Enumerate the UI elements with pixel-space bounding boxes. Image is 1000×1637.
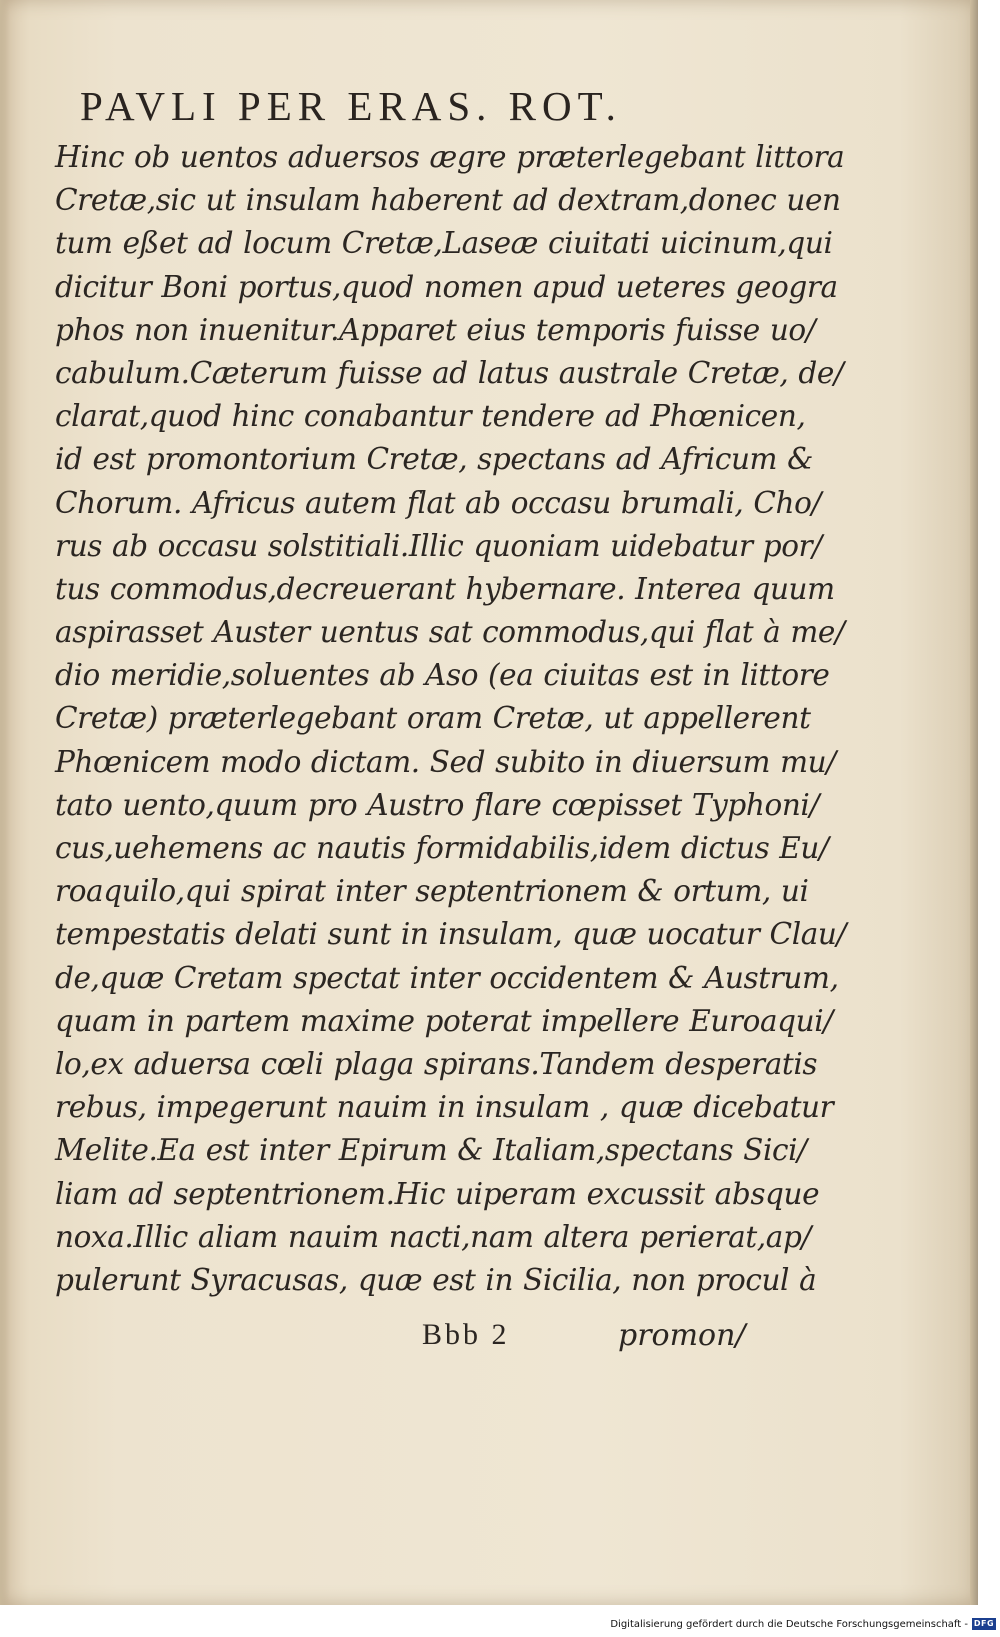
text-line: Phœnicem modo dictam. Sed subito in diuersum mu/ [55,744,836,779]
running-head: PAVLI PER ERAS. ROT. [80,83,622,129]
text-line: quam in partem maxime poterat impellere Euroaqui/ [55,1003,833,1038]
text-line: clarat,quod hinc conabantur tendere ad Phœnicen, [55,399,806,434]
text-line: Cretæ) præterlegebant oram Cretæ, ut appellerent [55,701,811,736]
text-line: Hinc ob uentos aduersos ægre præterlegebant littora [55,140,845,174]
text-line: rebus, impegerunt nauim in insulam , quæ dicebatur [55,1090,834,1125]
text-line: tato uento,quum pro Austro flare cœpisset Typhoni/ [55,787,819,822]
page-gutter-shadow [0,0,10,1605]
text-line: rus ab occasu solstitiali.Illic quoniam uidebatur por/ [55,528,822,563]
text-line: liam ad septentrionem.Hic uiperam excussit absque [55,1176,820,1211]
text-line: cabulum.Cæterum fuisse ad latus australe Cretæ, de/ [55,355,844,390]
catchword: promon/ [618,1318,746,1353]
text-line: dio meridie,soluentes ab Aso (ea ciuitas est in littore [55,658,830,693]
text-line: Melite.Ea est inter Epirum & Italiam,spectans Sici/ [55,1133,807,1168]
text-line: phos non inuenitur.Apparet eius temporis fuisse uo/ [55,312,816,347]
text-line: de,quæ Cretam spectat inter occidentem & Austrum, [55,960,839,995]
signature-mark: Bbb 2 [422,1318,510,1351]
text-line: tempestatis delati sunt in insulam, quæ uocatur Clau/ [55,917,847,952]
text-line: cus,uehemens ac nautis formidabilis,idem dictus Eu/ [55,831,829,865]
dfg-logo: DFG [973,1619,995,1628]
text-line: id est promontorium Cretæ, spectans ad Africum & [55,442,813,477]
text-line: dicitur Boni portus,quod nomen apud ueteres geogra [55,269,838,304]
text-line: Cretæ,sic ut insulam haberent ad dextram,donec uen [55,183,841,218]
text-line: tum eßet ad locum Cretæ,Laseæ ciuitati uicinum,qui [55,226,833,261]
page-fore-edge [970,0,978,1605]
text-line: noxa.Illic aliam nauim nacti,nam altera perierat,ap/ [55,1219,811,1254]
text-line: pulerunt Syracusas, quæ est in Sicilia, non procul à [55,1262,817,1297]
text-line: lo,ex aduersa cœli plaga spirans.Tandem desperatis [55,1046,818,1081]
body-text [55,136,847,1302]
text-line: tus commodus,decreuerant hybernare. Interea quum [55,571,835,606]
text-line: roaquilo,qui spirat inter septentrionem & ortum, ui [55,874,809,909]
digitization-credit: Digitalisierung gefördert durch die Deutsche Forschungsgemeinschaft - [610,1619,968,1630]
text-line: Chorum. Africus autem flat ab occasu brumali, Cho/ [55,485,822,520]
text-line: aspirasset Auster uentus sat commodus,qui flat à me/ [55,615,845,650]
